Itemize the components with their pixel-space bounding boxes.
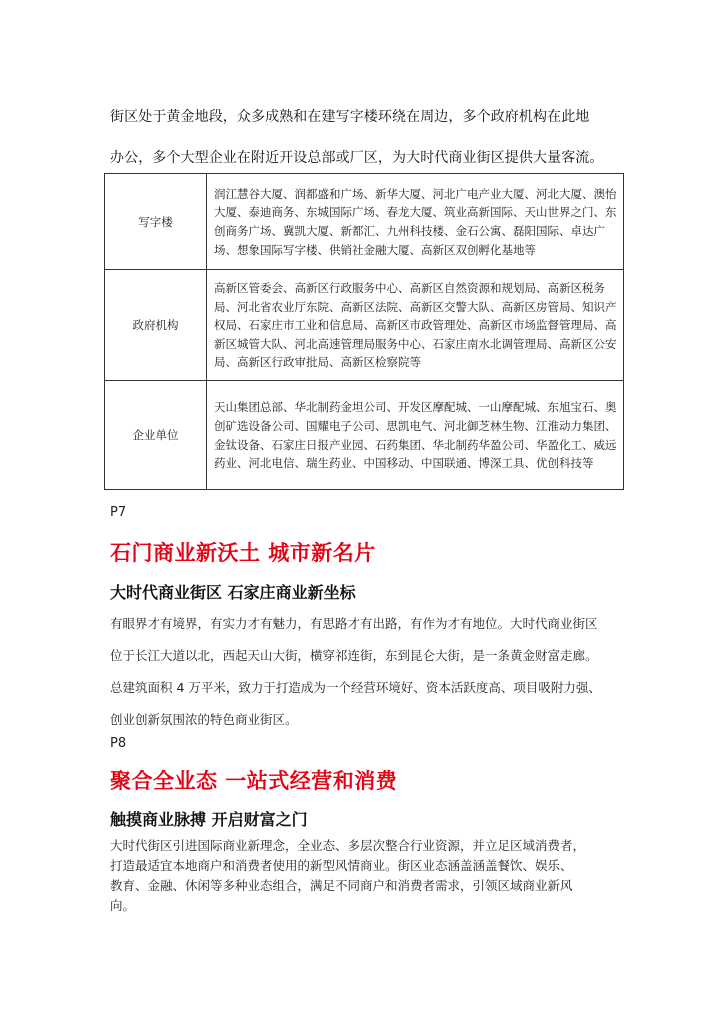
table-content-cell: 高新区管委会、高新区行政服务中心、高新区自然资源和规划局、高新区税务局、河北省农业厅东院、高新区法院、高新区交警大队、高新区房管局、知识产权局、石家庄市工业和信息局、高新区市政管理处、高新区市场监督管理局、高新区城管大队、河北高速管理局服务中心、石家庄南水北调管理局、高新区公安局、高新区行政审批局、高新区检察院等 (207, 270, 624, 381)
paragraph-p8 (110, 836, 630, 916)
table-content-cell: 润江慧谷大厦、润都盛和广场、新华大厦、河北广电产业大厦、河北大厦、澳怡大厦、泰迪商务、东城国际广场、春龙大厦、筑业高新国际、天山世界之门、东创商务广场、冀凯大厦、新都汇、九州科技楼、金石公寓、磊阳国际、卓达广场、想象国际写字楼、供销社金融大厦、高新区双创孵化基地等 (207, 174, 624, 270)
table-category-cell: 企业单位 (105, 381, 207, 490)
headline-p7: 石门商业新沃土 城市新名片 (110, 541, 376, 565)
table-row (105, 381, 624, 490)
table-row (105, 270, 624, 381)
paragraph-line: 位于长江大道以北，西起天山大街，横穿祁连街，东到昆仑大街，是一条黄金财富走廊。 (110, 648, 598, 663)
subhead-p8: 触摸商业脉搏 开启财富之门 (110, 810, 308, 829)
table-category-cell: 写字楼 (105, 174, 207, 270)
subhead-p7: 大时代商业街区 石家庄商业新坐标 (110, 583, 356, 602)
paragraph-line: 总建筑面积 4 万平米，致力于打造成为一个经营环境好、资本活跃度高、项目吸附力强、 (110, 680, 601, 695)
page-label-p8: P8 (110, 736, 127, 751)
page-label-p7: P7 (110, 505, 127, 520)
paragraph-line: 向。 (110, 898, 136, 913)
table-row (105, 174, 624, 270)
intro-line-1: 街区处于黄金地段，众多成熟和在建写字楼环绕在周边，多个政府机构在此地 (110, 109, 590, 125)
paragraph-line: 教育、金融、休闲等多种业态组合，满足不同商户和消费者需求，引领区域商业新风 (110, 878, 573, 893)
table-category-cell: 政府机构 (105, 270, 207, 381)
info-table (104, 173, 624, 490)
table-content-cell: 天山集团总部、华北制药金坦公司、开发区摩配城、一山摩配城、东旭宝石、奥创矿选设备公司、国耀电子公司、思凯电气、河北御芝林生物、江淮动力集团、金钛设备、石家庄日报产业园、石药集团、华北制药华盈公司、华盈化工、威远药业、河北电信、瑞生药业、中国移动、中国联通、博深工具、优创科技等 (207, 381, 624, 490)
paragraph-p7 (110, 608, 630, 736)
paragraph-line: 大时代街区引进国际商业新理念，全业态、多层次整合行业资源，并立足区域消费者， (110, 838, 586, 853)
headline-p8: 聚合全业态 一站式经营和消费 (110, 769, 398, 793)
intro-line-2: 办公，多个大型企业在附近开设总部或厂区，为大时代商业街区提供大量客流。 (110, 150, 604, 166)
paragraph-line: 创业创新氛围浓的特色商业街区。 (110, 712, 298, 727)
paragraph-line: 打造最适宜本地商户和消费者使用的新型风情商业。街区业态涵盖涵盖餐饮、娱乐、 (110, 858, 573, 873)
paragraph-line: 有眼界才有境界，有实力才有魅力，有思路才有出路，有作为才有地位。大时代商业街区 (110, 616, 598, 631)
